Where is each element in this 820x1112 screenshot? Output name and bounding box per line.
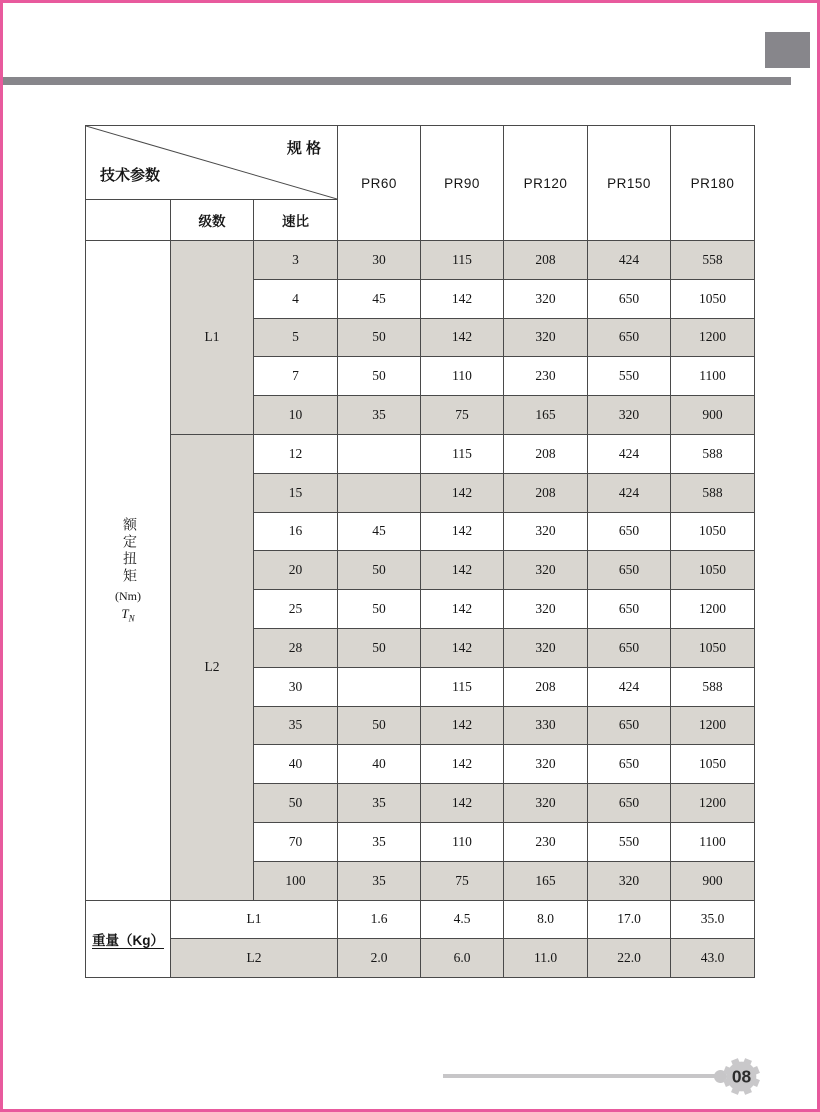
ratio-cell: 7 xyxy=(254,357,338,396)
value-cell: 320 xyxy=(504,551,588,590)
value-cell: 50 xyxy=(338,551,421,590)
torque-title: 额定扭矩 xyxy=(121,516,136,585)
value-cell: 1050 xyxy=(671,551,755,590)
value-cell: 115 xyxy=(421,434,504,473)
value-cell: 35 xyxy=(338,396,421,435)
ratio-cell: 50 xyxy=(254,784,338,823)
page-number: 08 xyxy=(731,1066,752,1087)
ratio-cell: 15 xyxy=(254,473,338,512)
value-cell: 550 xyxy=(588,357,671,396)
value-cell: 650 xyxy=(588,279,671,318)
stage-label-l1: L1 xyxy=(171,241,254,435)
value-cell: 1050 xyxy=(671,279,755,318)
value-cell: 320 xyxy=(504,628,588,667)
weight-value-cell: 4.5 xyxy=(421,900,504,939)
value-cell: 50 xyxy=(338,590,421,629)
ratio-cell: 25 xyxy=(254,590,338,629)
value-cell: 1200 xyxy=(671,590,755,629)
value-cell: 1100 xyxy=(671,822,755,861)
value-cell: 588 xyxy=(671,473,755,512)
value-cell: 900 xyxy=(671,861,755,900)
table-corner-cell xyxy=(86,126,338,200)
top-divider-bar xyxy=(3,77,791,85)
value-cell: 320 xyxy=(504,279,588,318)
value-cell: 142 xyxy=(421,706,504,745)
column-header-pr150: PR150 xyxy=(588,126,671,241)
column-header-pr90: PR90 xyxy=(421,126,504,241)
value-cell: 1200 xyxy=(671,784,755,823)
value-cell: 320 xyxy=(504,512,588,551)
value-cell: 320 xyxy=(504,590,588,629)
corner-label-spec: 规 格 xyxy=(286,140,322,157)
value-cell: 424 xyxy=(588,434,671,473)
value-cell: 50 xyxy=(338,628,421,667)
value-cell: 1200 xyxy=(671,318,755,357)
subheader-ratio: 速比 xyxy=(254,200,338,241)
value-cell: 35 xyxy=(338,784,421,823)
ratio-cell: 4 xyxy=(254,279,338,318)
value-cell: 45 xyxy=(338,512,421,551)
weight-stage-l2: L2 xyxy=(171,939,338,978)
column-header-pr60: PR60 xyxy=(338,126,421,241)
value-cell: 30 xyxy=(338,241,421,280)
weight-value-cell: 2.0 xyxy=(338,939,421,978)
ratio-cell: 70 xyxy=(254,822,338,861)
value-cell: 650 xyxy=(588,784,671,823)
value-cell: 650 xyxy=(588,628,671,667)
value-cell: 558 xyxy=(671,241,755,280)
ratio-cell: 12 xyxy=(254,434,338,473)
ratio-cell: 100 xyxy=(254,861,338,900)
corner-accent-block xyxy=(765,32,810,68)
value-cell: 142 xyxy=(421,318,504,357)
value-cell xyxy=(338,434,421,473)
weight-value-cell: 17.0 xyxy=(588,900,671,939)
gear-page-number-icon xyxy=(720,1055,763,1098)
value-cell: 424 xyxy=(588,473,671,512)
value-cell xyxy=(338,667,421,706)
value-cell: 35 xyxy=(338,822,421,861)
value-cell: 424 xyxy=(588,241,671,280)
weight-value-cell: 43.0 xyxy=(671,939,755,978)
value-cell: 320 xyxy=(504,745,588,784)
value-cell: 650 xyxy=(588,318,671,357)
value-cell: 50 xyxy=(338,706,421,745)
value-cell: 1100 xyxy=(671,357,755,396)
weight-value-cell: 8.0 xyxy=(504,900,588,939)
torque-section-label xyxy=(86,241,171,901)
value-cell: 35 xyxy=(338,861,421,900)
value-cell: 1050 xyxy=(671,628,755,667)
value-cell: 142 xyxy=(421,473,504,512)
torque-unit: (Nm) xyxy=(115,588,141,603)
value-cell: 550 xyxy=(588,822,671,861)
value-cell: 110 xyxy=(421,822,504,861)
ratio-cell: 35 xyxy=(254,706,338,745)
value-cell: 588 xyxy=(671,667,755,706)
ratio-cell: 3 xyxy=(254,241,338,280)
ratio-cell: 10 xyxy=(254,396,338,435)
value-cell: 588 xyxy=(671,434,755,473)
ratio-cell: 5 xyxy=(254,318,338,357)
weight-value-cell: 11.0 xyxy=(504,939,588,978)
weight-section-label: 重量（Kg） xyxy=(86,900,171,977)
value-cell: 75 xyxy=(421,396,504,435)
ratio-cell: 40 xyxy=(254,745,338,784)
value-cell: 208 xyxy=(504,473,588,512)
value-cell: 142 xyxy=(421,784,504,823)
value-cell xyxy=(338,473,421,512)
ratio-cell: 30 xyxy=(254,667,338,706)
weight-value-cell: 35.0 xyxy=(671,900,755,939)
value-cell: 320 xyxy=(588,861,671,900)
value-cell: 330 xyxy=(504,706,588,745)
value-cell: 115 xyxy=(421,667,504,706)
ratio-cell: 28 xyxy=(254,628,338,667)
value-cell: 142 xyxy=(421,590,504,629)
value-cell: 320 xyxy=(504,784,588,823)
value-cell: 165 xyxy=(504,396,588,435)
value-cell: 40 xyxy=(338,745,421,784)
empty-header-cell xyxy=(86,200,171,241)
value-cell: 142 xyxy=(421,551,504,590)
column-header-pr180: PR180 xyxy=(671,126,755,241)
value-cell: 110 xyxy=(421,357,504,396)
subheader-stage: 级数 xyxy=(171,200,254,241)
value-cell: 650 xyxy=(588,745,671,784)
weight-value-cell: 6.0 xyxy=(421,939,504,978)
value-cell: 115 xyxy=(421,241,504,280)
weight-value-cell: 22.0 xyxy=(588,939,671,978)
ratio-cell: 16 xyxy=(254,512,338,551)
value-cell: 165 xyxy=(504,861,588,900)
value-cell: 424 xyxy=(588,667,671,706)
value-cell: 75 xyxy=(421,861,504,900)
weight-value-cell: 1.6 xyxy=(338,900,421,939)
torque-symbol: $T_N$ xyxy=(121,605,135,624)
column-header-pr120: PR120 xyxy=(504,126,588,241)
value-cell: 45 xyxy=(338,279,421,318)
footer-divider-line xyxy=(443,1074,715,1078)
value-cell: 142 xyxy=(421,279,504,318)
value-cell: 320 xyxy=(504,318,588,357)
corner-label-parameters: 技术参数 xyxy=(100,167,161,184)
value-cell: 142 xyxy=(421,745,504,784)
value-cell: 1050 xyxy=(671,745,755,784)
value-cell: 650 xyxy=(588,590,671,629)
value-cell: 1050 xyxy=(671,512,755,551)
value-cell: 900 xyxy=(671,396,755,435)
value-cell: 208 xyxy=(504,434,588,473)
value-cell: 320 xyxy=(588,396,671,435)
value-cell: 208 xyxy=(504,667,588,706)
stage-label-l2: L2 xyxy=(171,434,254,900)
value-cell: 230 xyxy=(504,357,588,396)
value-cell: 142 xyxy=(421,628,504,667)
value-cell: 650 xyxy=(588,551,671,590)
value-cell: 50 xyxy=(338,318,421,357)
weight-stage-l1: L1 xyxy=(171,900,338,939)
value-cell: 208 xyxy=(504,241,588,280)
value-cell: 650 xyxy=(588,706,671,745)
ratio-cell: 20 xyxy=(254,551,338,590)
value-cell: 1200 xyxy=(671,706,755,745)
value-cell: 650 xyxy=(588,512,671,551)
value-cell: 142 xyxy=(421,512,504,551)
value-cell: 230 xyxy=(504,822,588,861)
spec-table xyxy=(85,125,755,978)
value-cell: 50 xyxy=(338,357,421,396)
